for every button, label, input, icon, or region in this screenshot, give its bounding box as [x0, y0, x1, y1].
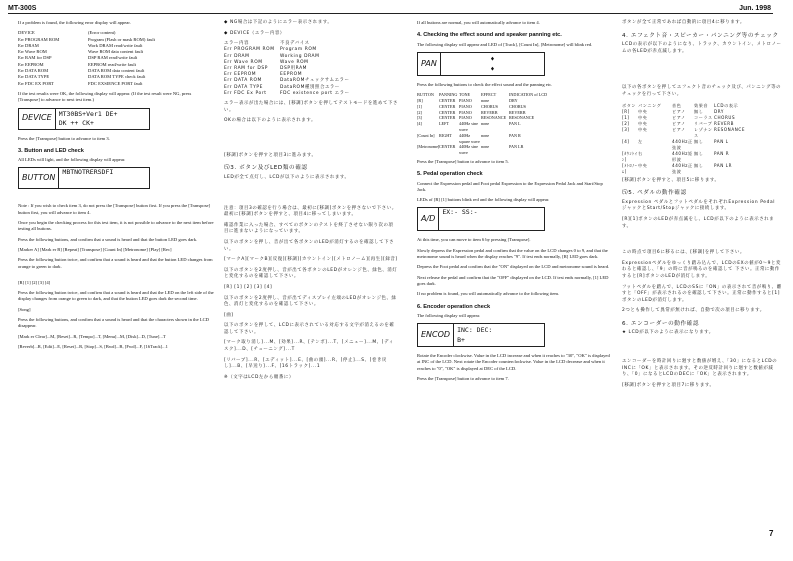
table-cell: [R] [622, 108, 630, 114]
section-6-title: 6. エンコーダーの動作確認 [622, 320, 700, 327]
para: If all buttons are normal, you will automatically advance to item 4. [417, 20, 540, 25]
para: The following display will appear. [417, 312, 481, 318]
fx-head: BUTTON [417, 92, 434, 98]
table-cell: CENTER [439, 97, 456, 103]
lcd-line-2: B+ [457, 335, 465, 344]
table-cell: 中央 [638, 114, 648, 120]
table-cell: ピアノ [672, 114, 686, 120]
table-cell: 無し [694, 162, 704, 168]
section-4-text: The following display will appear and LED of [Track], [Count In], [Metronome] will blink red. [417, 41, 593, 47]
table-cell: 中央 [638, 162, 648, 168]
para: LEDが全て点灯し、LCDが以下のように表示されます。 [224, 174, 350, 180]
lcd-device [18, 108, 150, 130]
para: ◆ NG場合は下記のようにエラー表示されます。 [224, 20, 333, 25]
para: [Song] [18, 306, 31, 312]
section-4-title: 4. Checking the effect sound and speaker panning etc. [417, 32, 562, 39]
para: [リバーブ]...R、[エディット]...E、[曲の頭]...R、[停止]...S、[巻き戻し]...B、[早送り]...F、[16トラック]...1 [224, 357, 387, 370]
table-cell: CHORUS [714, 114, 736, 120]
table-cell: Err PROGRAM ROM [18, 36, 60, 42]
table-cell: RIGHT [439, 132, 452, 138]
para: ★ LCDが以下のように表示になります。 [622, 330, 714, 336]
table-cell: CHORUS [481, 103, 498, 109]
para: [R][1]ボタンのLEDが赤点滅をし、LCDが以下のように表示されます。 [622, 216, 775, 229]
table-cell: 中央 [638, 120, 648, 126]
table-cell: Err RAM for DSP [18, 55, 52, 61]
table-cell: DSP用RAM [280, 66, 308, 71]
table-cell: Wave ROM data content fault [88, 49, 143, 55]
table-cell: Err DRAM [18, 42, 39, 48]
note-text: Note : If you wish to check item 3, do not press the [Transpose] button first. If you press the [Transpose] button first, you will advance to item 4. [18, 203, 211, 215]
table-cell: [Metronome] [417, 144, 440, 150]
fx-head: 音色 [672, 102, 682, 108]
table-cell: [ﾒﾄﾛﾉｰﾑ] [622, 162, 638, 174]
table-cell: PIANO [459, 115, 472, 121]
para: Press the following buttons, and confirm that a sound is heard and that the button LED goes dark. [18, 236, 198, 242]
device-col-head: エラー内容 [224, 41, 249, 47]
table-cell: Working DRAM [280, 53, 320, 59]
table-cell: [1] [417, 103, 422, 109]
table-cell: 無し [694, 108, 704, 114]
fx-head: INDICATION of LCD [509, 92, 548, 98]
table-cell: DRY [714, 108, 725, 114]
error-col-head: (Error content) [88, 30, 116, 36]
lcd-pan [417, 52, 545, 76]
para: [移調]ボタンを押すと項目7に移ります。 [622, 382, 715, 388]
table-cell: DRY [509, 97, 518, 103]
table-cell: [Count In] [417, 132, 435, 138]
table-cell: CENTER [439, 109, 456, 115]
device-col-head: DEVICE [18, 30, 35, 36]
para: ボタンが全て正常であれば自動的に項目4に移ります。 [622, 20, 745, 25]
table-cell: CENTER [439, 115, 456, 121]
para: If no problem is found, you will automatically advance to the following item. [417, 291, 560, 297]
para: 以下の各ボタンを押してエフェクト音のチェック及び、パンニング等のチェックを行って下さい。 [622, 85, 782, 97]
para: [R] [1] [2] [3] [4] [18, 279, 51, 285]
lcd-line-1: EX:- SS:- [442, 208, 478, 217]
para: Press the following button twice, and confirm that a sound is heard and that the button LED changes from orange to green to dark. [18, 257, 213, 269]
lcd-label: BUTTON [19, 168, 59, 188]
table-cell: REVERB [714, 120, 735, 126]
table-cell: リバーブ [694, 120, 713, 126]
lcd-line-2: DK ++ CK+ [58, 118, 94, 127]
table-cell: none [481, 132, 490, 138]
intro-text: If a problem is found, the following error display will appear. [18, 20, 131, 25]
para: エラー表示が出た場合には、[移調]ボタンを押してテストモードを進めて下さい。 [224, 101, 398, 113]
para: [移調]ボタンを押すと、項目5に移ります。 [622, 177, 720, 183]
para: Once you begin the checking process for this test item, it is not possible to advance to the next item before testing all buttons. [18, 220, 214, 232]
para: [マークA][マークB][反復][移調][カウントイン][メトロノーム][再生][録音] [224, 257, 398, 263]
para: Press the following buttons to check the effect sound and the panning etc. [417, 81, 553, 87]
para: フットペダルを踏んで、LCDのSSに「ON」の表示されて音が鳴り、離すと「OFF」が表示されるのを確認して下さい。正常に動作すると[1]ボタンのLEDが消灯します。 [622, 284, 782, 303]
table-cell: PAN LR [714, 162, 733, 168]
table-cell: Wave ROM [280, 59, 309, 65]
table-cell: Err FDC EX PORT [18, 80, 54, 86]
table-row [622, 127, 782, 139]
table-cell: RESONANCE [481, 115, 507, 121]
table-row [417, 121, 613, 133]
table-cell: Err Wave ROM [18, 49, 47, 55]
table-row [622, 139, 782, 151]
table-cell: 440Hz矩形波 [672, 150, 693, 162]
lcd-line-1: INC: DEC: [457, 325, 493, 334]
para: ◆ DEVICE（エラー内容） [224, 30, 285, 36]
fx-table [622, 109, 782, 175]
section-3-text: All LEDs will light, and the following display will appear. [18, 157, 126, 163]
para: [Marker A] [Mark er B] [Repeat] [Transpose] [Count In] [Metronome] [Play] [Rec] [18, 246, 172, 252]
para: 2つとも操作して異常が無ければ、自動で次の項目に移ります。 [622, 308, 765, 314]
table-cell: 無し [694, 150, 704, 156]
table-cell: CHORUS [509, 103, 526, 109]
table-cell: Err EEPROM [224, 72, 257, 78]
table-cell: Err DATA TYPE [18, 74, 50, 80]
section-5-title: 5. Pedal operation check [417, 171, 483, 178]
para: 以下のボタンを押し、音が出て各ボタンのLEDが消灯するのを確認して下さい。 [224, 239, 395, 252]
table-cell: 左 [638, 138, 643, 144]
table-cell: DSP RAM read/write fault [88, 55, 138, 61]
table-row [622, 163, 782, 175]
table-cell: DataROM種別照合エラー [280, 84, 340, 90]
table-cell: [2] [622, 120, 630, 126]
table-cell: Err PROGRAM ROM [224, 47, 275, 53]
table-cell: none [481, 97, 490, 103]
table-cell: CENTER [439, 144, 456, 150]
lcd-line-2: ♦ [490, 64, 495, 73]
lcd-label: ENCOD [418, 324, 454, 346]
table-cell: PAN L [509, 121, 521, 127]
spacer [622, 341, 782, 359]
table-row [417, 144, 613, 156]
table-cell: EEPROM [280, 72, 303, 78]
para: LEDs of [R] [1] buttons blink red and the following display will appear. [417, 197, 550, 203]
table-cell: LEFT [439, 121, 450, 127]
device-table [18, 37, 214, 87]
table-cell: コーラス [694, 114, 713, 120]
table-cell: PAN LR [509, 144, 524, 150]
table-cell: FDC existence port エラー [280, 90, 350, 96]
lcd-label: PAN [418, 53, 441, 75]
para: Expressionペダルをゆっくり踏み込んで、LCDのEXの値が0～9と変わると確認し、「9」の時に音が鳴るのを確認して 下さい。正常に動作すると[R]ボタンのLEDが消灯します。 [622, 260, 781, 279]
para: Press the [Transpose] button to advance to item 5. [417, 158, 509, 164]
table-cell: DATA ROM TYPE check fault [88, 74, 146, 80]
lcd-encoder [417, 323, 545, 347]
table-cell: Program (Flash or mask ROM) fault [88, 36, 155, 42]
para: [Mark er Clear]...M, [Reset]...R, [Tempo]...T, [Menu]...M, [Disk]...D, [Tune]...T [18, 333, 166, 339]
table-cell: none [481, 144, 490, 150]
table-cell: REVERB [481, 109, 498, 115]
table-cell: [2] [417, 109, 422, 115]
table-cell: Err Wave ROM [224, 59, 263, 65]
para: [R] [1] [2] [3] [4] [224, 284, 273, 290]
table-cell: Err DRAM [224, 53, 250, 59]
para: Press the following buttons, and confirm that a sound is heard and that the characters shown in the LCD disappear. [18, 317, 209, 329]
para: LCDの表示が以下のようになり、トラック、カウントイン、メトロノームの各LEDが赤点滅します。 [622, 42, 782, 54]
table-cell: [ｶｳﾝﾄｲﾝ] [622, 150, 638, 162]
table-cell: PIANO [459, 103, 472, 109]
fx-head: TONE [459, 92, 471, 98]
column-japanese-right [622, 20, 782, 393]
para: Press the following button twice, and confirm that a sound is heard and that the LED on the left side of the display changes from orange to green to dark, and that the button LED goes dark the second time. [18, 290, 214, 302]
table-cell: Err EEPROM [18, 61, 44, 67]
para: 以下のボタンを押して、LCDに表示されている対応する文字が消えるのを確認して下さい。 [224, 323, 395, 335]
para: Slowly depress the Expression pedal and confirm that the value on the LCD changes 0 to 9, and that the metronome sound is heard when the display reaches "9". If test ends normally, [R] LED goes dark. [417, 247, 608, 260]
para: Expression ペダルとフットペダルをそれぞれExpression Pedal ジャックとStart/Stopジャックに接続します。 [622, 199, 776, 212]
manual-model: MT-300S [8, 5, 37, 12]
lcd-line-1: MT30BS+Ver1 DE+ [58, 109, 118, 118]
para: 以下のボタンを2度押し、音が出てディスプレイ左端のLEDがオレンジ色、緑色、消灯と変化するのを確認して下さい。 [224, 295, 397, 308]
para: エンコーダーを時計回りに廻すと数値が増え、「30」になるとLCDのINCに「OK」と表示されます。その逆反時計回りに廻すと数値が減り、「0」になるとLCDのDECに「OK」と表示されます。 [622, 359, 778, 378]
spacer [224, 129, 398, 153]
table-row [417, 133, 613, 145]
para: Rotate the Encoder clockwise. Value in the LCD increase and when it reaches to "30", "OK" is displayed at INC of the LCD. Next rotate the Encoder counterclockwise. Value in the LCD decrease and when it reaches to "0", "OK" is displayed at DEC of the LCD. [417, 353, 610, 371]
table-cell: RESONANCE [509, 115, 535, 121]
para: Next release the pedal and confirm that the "OFF" displayed on the LCD. If test ends normally, [1] LED goes dark. [417, 274, 609, 286]
fx-head: EFFECT [481, 92, 497, 98]
table-cell: EEPROM read/write fault [88, 61, 136, 67]
table-cell: [4] [417, 121, 422, 127]
para: [曲] [224, 312, 234, 318]
table-cell: Err DATA ROM [224, 78, 262, 84]
column-japanese-left [224, 20, 398, 385]
table-cell: none [481, 121, 490, 127]
lcd-label: DEVICE [19, 109, 56, 129]
lcd-button [18, 167, 150, 189]
table-cell: [1] [622, 114, 630, 120]
ok-text: If the test results were OK, the following display will appear. (If the test result were NG, press [Transpose] to advance to next test item.) [18, 90, 192, 103]
section-3-title: 3. Button and LED check [18, 147, 84, 154]
lcd-label: A/D [418, 208, 439, 230]
table-cell: ピアノ [672, 126, 686, 132]
table-row [622, 151, 782, 163]
table-cell: 440Hz square wave [459, 132, 480, 144]
table-cell: [R] [417, 97, 423, 103]
para: [Reverb]...R, [Edit]...E, [Reset]...R, [Stop]...S, [Bwd]...B, [Fwd]...F, [16Track]...1 [18, 343, 168, 349]
table-row [224, 91, 398, 97]
table-cell: FDC EXSIENCE PORT fault [88, 80, 143, 86]
table-cell: 440Hz sine wave [459, 144, 478, 156]
table-cell: Err DATA ROM [18, 68, 49, 74]
spacer [224, 186, 398, 206]
para: [移調]ボタンを押すと項目3に進みます。 [224, 152, 317, 158]
lcd-ad [417, 207, 545, 231]
fx-head: ボタン [622, 102, 637, 108]
table-row [18, 81, 214, 87]
table-cell: RESONANCE [714, 126, 746, 132]
section-6-title: 6. Encoder operation check [417, 303, 491, 310]
para: ※（文字はLCD左から順番に） [224, 374, 294, 380]
header-rule [8, 13, 773, 14]
table-cell: DataROMチェックサムエラー [280, 78, 350, 84]
table-cell: 中央 [638, 126, 648, 132]
table-cell: Err DATA TYPE [224, 84, 263, 90]
note-text: 注意：項目3の確認を行う場合は、最初に[移調]ボタンを押さないで下さい。最初に[移調]ボタンを押すと、項目4に移ってしまいます。 [224, 205, 397, 218]
lcd-line-1: MBTNOTRERSDFI [62, 168, 114, 177]
section-4-title: 4. エフェクト音・スピーカー・パンニング等のチェック [622, 32, 779, 39]
table-cell: PAN L [714, 138, 729, 144]
column-english-right [417, 20, 613, 386]
table-cell: [3] [417, 115, 422, 121]
spacer [622, 234, 782, 250]
fx-head: LCDの表示 [714, 102, 739, 108]
table-cell: 中央 [638, 108, 648, 114]
table-cell: REVERB [509, 109, 526, 115]
fx-head: パンニング [638, 102, 662, 108]
table-cell: PIANO [459, 97, 472, 103]
para: Press the [Transpose] button to advance to item 7. [417, 376, 509, 381]
table-cell: ピアノ [672, 108, 686, 114]
fx-head: PANNING [439, 92, 458, 98]
page-number: 7 [769, 529, 774, 538]
table-cell: PAN R [714, 150, 730, 156]
section-3-title: ⑸3. ボタン及びLED類の確認 [224, 165, 308, 172]
section-5-title: ⑸5. ペダルの動作確認 [622, 190, 687, 197]
table-cell: ピアノ [672, 120, 686, 126]
device-table [224, 47, 398, 97]
fx-table [417, 98, 613, 156]
table-cell: Work DRAM read/write fault [88, 42, 143, 48]
fx-head: 効果音 [694, 102, 709, 108]
table-cell: 右 [638, 150, 643, 156]
table-cell: 440Hz正弦波 [672, 138, 693, 150]
table-cell: PAN R [509, 132, 521, 138]
para: 以下のボタンを2度押し、音が出て各ボタンのLEDがオレンジ色、緑色、消灯と変化するのを確認して下さい。 [224, 267, 398, 280]
para: At this time, you can move to item 6 by pressing [Transpose]. [417, 237, 531, 243]
table-cell: 440Hz正弦波 [672, 162, 693, 174]
table-cell: Err FDC Ex Port [224, 90, 267, 96]
para: この時点で項目6に移るには、[移調]を押して下さい。 [622, 250, 745, 256]
table-cell: CENTER [439, 103, 456, 109]
table-cell: Program ROM [280, 47, 317, 53]
table-cell: レゾナンス [694, 126, 713, 138]
column-english-left [18, 20, 214, 354]
table-cell: 無し [694, 138, 704, 144]
table-cell: Err RAM for DSP [224, 66, 269, 71]
para: Depress the Foot pedal and confirm that the "ON" displayed on the LCD and metronome sound is heard. [417, 264, 610, 270]
para: [マーク取り消し]...M、[効果]...R、[テンポ]...T、[メニュー]...M、[ディスク]...D、[チューニング]...T [224, 340, 394, 353]
error-col-head: 不良デバイス [280, 41, 310, 47]
table-cell: 440Hz sine wave [459, 121, 478, 132]
after-lcd-text: Press the [Transpose] button to advance to item 3. [18, 135, 110, 141]
lcd-line-1: ♦ [490, 54, 495, 63]
spacer [622, 59, 782, 85]
para: 確認作業に入った場合、すべてのボタンのテストを終了させない限り次の項目に進まないようになっています。 [224, 222, 394, 235]
para: OKの場合は以下のように表示されます。 [224, 118, 317, 124]
table-cell: [4] [622, 138, 630, 144]
para: Connect the Expression pedal and Foot pedal Expression to the Expression Pedal Jack and Start/Stop Jack. [417, 180, 603, 192]
table-cell: PIANO [459, 109, 472, 115]
table-cell: [3] [622, 126, 630, 132]
manual-date: Jun. 1998 [739, 5, 771, 12]
table-cell: DATA ROM data content fault [88, 68, 145, 74]
